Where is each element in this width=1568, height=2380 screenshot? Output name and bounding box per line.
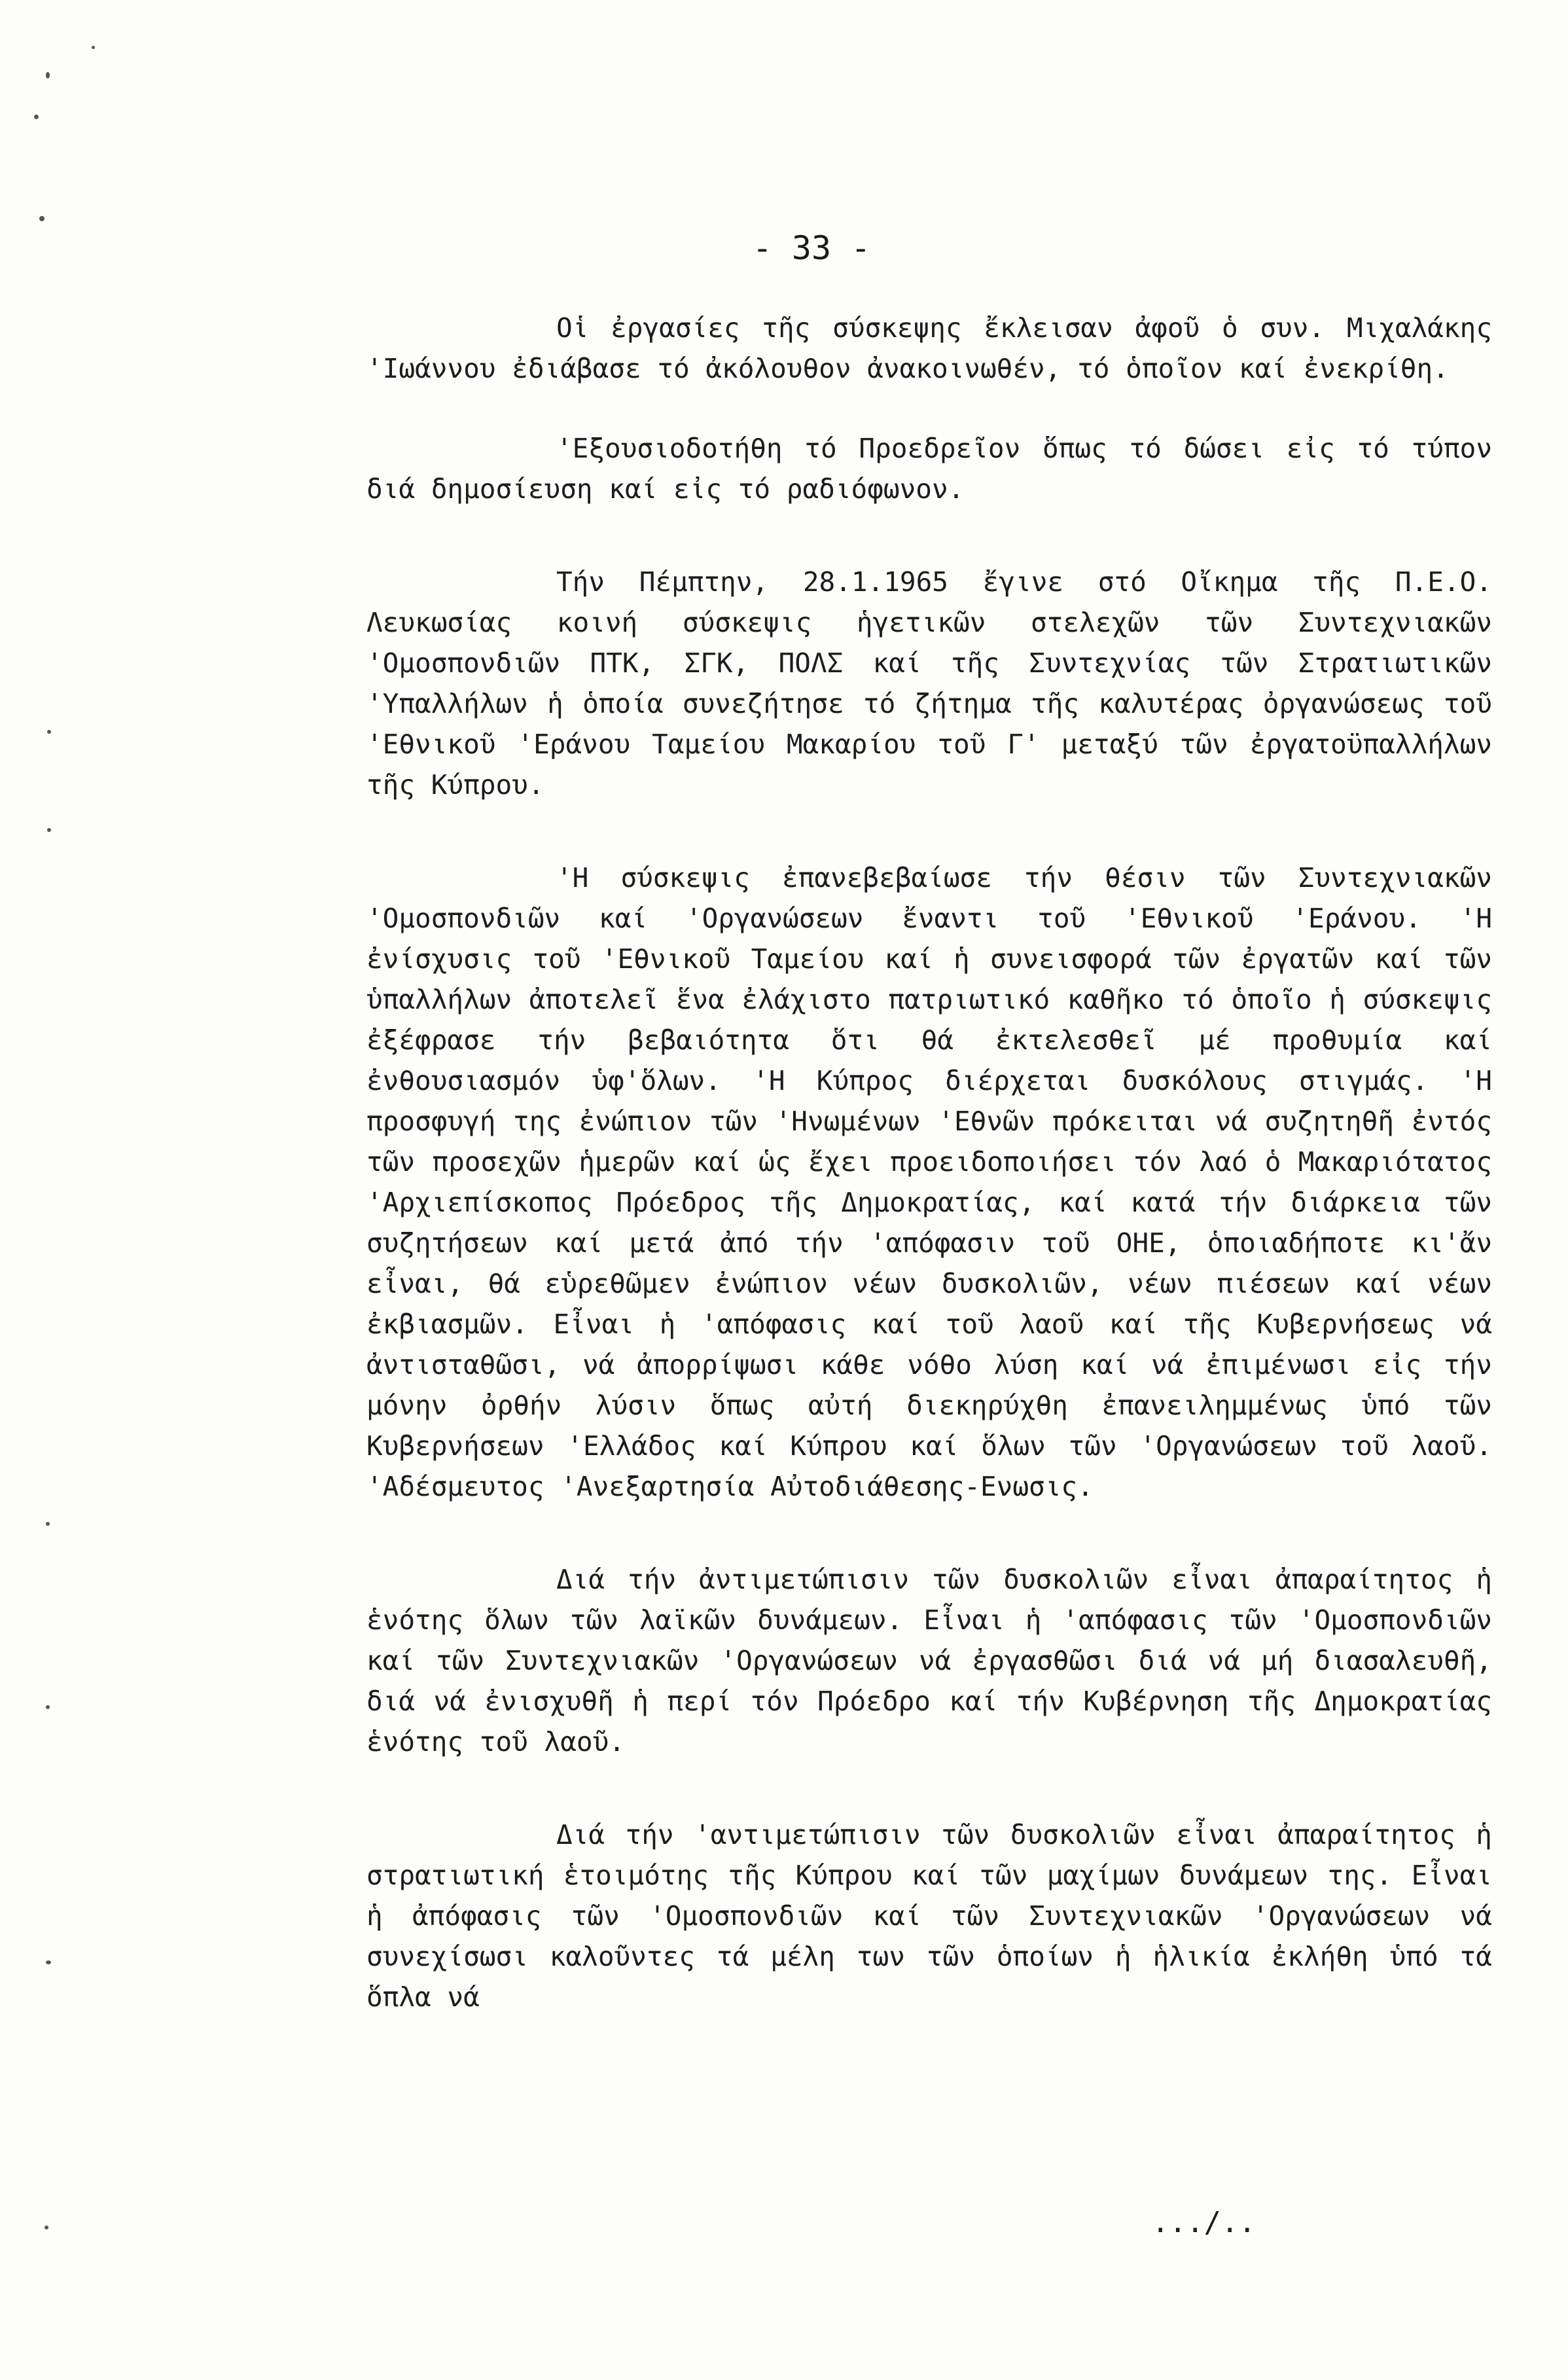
- page-number: - 33 -: [752, 229, 871, 267]
- document-body: [366, 308, 1492, 2070]
- scan-speck: [47, 828, 51, 832]
- continuation-mark: .../..: [1152, 2206, 1256, 2239]
- paragraph: Διά τήν ἀντιμετώπισιν τῶν δυσκολιῶν εἶναι ἀπαραίτητος ἡ ἑνότης ὅλων τῶν λαϊκῶν δυνάμεων. Εἶναι ἡ 'απόφασις τῶν 'Ομοσπονδιῶν καί τῶν Συντεχνιακῶν 'Οργανώσεων νά ἐργασθῶσι διά νά μή διασαλευθῆ, διά νά ἐνισχυθῆ ἡ περί τόν Πρόεδρο καί τήν Κυβέρνηση τῆς Δημοκρατίας ἑνότης τοῦ λαοῦ.: [366, 1564, 1492, 1758]
- paragraph: Διά τήν 'αντιμετώπισιν τῶν δυσκολιῶν εἶναι ἀπαραίτητος ἡ στρατιωτική ἑτοιμότης τῆς Κύπρου καί τῶν μαχίμων δυνάμεων της. Εἶναι ἡ ἀπόφασις τῶν 'Ομοσπονδιῶν καί τῶν Συντεχνιακῶν 'Οργανώσεων νά συνεχίσωσι καλοῦντες τά μέλη των τῶν ὁποίων ἡ ἡλικία ἐκλήθη ὑπό τά ὅπλα νά: [366, 1819, 1492, 2013]
- scan-speck: [47, 730, 51, 734]
- paragraph: 'Η σύσκεψις ἐπανεβεβαίωσε τήν θέσιν τῶν Συντεχνιακῶν 'Ομοσπονδιῶν καί 'Οργανώσεων ἔναντι τοῦ 'Εθνικοῦ 'Εράνου. 'Η ἐνίσχυσις τοῦ 'Εθνικοῦ Ταμείου καί ἡ συνεισφορά τῶν ἐργατῶν καί τῶν ὑπαλλήλων ἀποτελεῖ ἕνα ἐλάχιστο πατριωτικό καθῆκο τό ὁποῖο ἡ σύσκεψις ἐξέφρασε τήν βεβαιότητα ὅτι θά ἐκτελεσθεῖ μέ προθυμία καί ἐνθουσιασμόν ὑφ'ὅλων. 'Η Κύπρος διέρχεται δυσκόλους στιγμάς. 'Η προσφυγή της ἐνώπιον τῶν 'Ηνωμένων 'Εθνῶν πρόκειται νά συζητηθῆ ἐντός τῶν προσεχῶν ἡμερῶν καί ὡς ἔχει προειδοποιήσει τόν λαό ὁ Μακαριότατος 'Αρχιεπίσκοπος Πρόεδρος τῆς Δημοκρατίας, καί κατά τήν διάρκεια τῶν συζητήσεων καί μετά ἀπό τήν 'απόφασιν τοῦ ΟΗΕ, ὁποιαδήποτε κι'ἄν εἶναι, θά εὑρεθῶμεν ἐνώπιον νέων δυσκολιῶν, νέων πιέσεων καί νέων ἐκβιασμῶν. Εἶναι ἡ 'απόφασις καί τοῦ λαοῦ καί τῆς Κυβερνήσεως νά ἀντισταθῶσι, νά ἀπορρίψωσι κάθε νόθο λύση καί νά ἐπιμένωσι εἰς τήν μόνην ὀρθήν λύσιν ὅπως αὐτή διεκηρύχθη ἐπανειλημμένως ὑπό τῶν Κυβερνήσεων 'Ελλάδος καί Κύπρου καί ὅλων τῶν 'Οργανώσεων τοῦ λαοῦ. 'Αδέσμευτος 'Ανεξαρτησία Αὐτοδιάθεσης-Ενωσις.: [366, 862, 1492, 1502]
- scan-speck: [45, 2226, 48, 2229]
- scan-speck: [46, 1705, 50, 1709]
- scan-speck: [46, 72, 50, 79]
- scan-speck: [46, 1522, 50, 1526]
- scan-speck: [46, 1960, 51, 1964]
- scan-speck: [92, 46, 95, 49]
- paragraph: 'Εξουσιοδοτήθη τό Προεδρεῖον ὅπως τό δώσει εἰς τό τύπον διά δημοσίευση καί εἰς τό ραδιόφωνον.: [366, 433, 1492, 505]
- scan-speck: [34, 115, 39, 119]
- paragraph: Οἱ ἐργασίες τῆς σύσκεψης ἔκλεισαν ἀφοῦ ὁ συν. Μιχαλάκης 'Ιωάννου ἐδιάβασε τό ἀκόλουθον ἀνακοινωθέν, τό ὁποῖον καί ἐνεκρίθη.: [366, 312, 1492, 384]
- paragraph: Τήν Πέμπτην, 28.1.1965 ἔγινε στό Οἴκημα τῆς Π.Ε.Ο. Λευκωσίας κοινή σύσκεψις ἡγετικῶν στελεχῶν τῶν Συντεχνιακῶν 'Ομοσπονδιῶν ΠΤΚ, ΣΓΚ, ΠΟΛΣ καί τῆς Συντεχνίας τῶν Στρατιωτικῶν 'Υπαλλήλων ἡ ὁποία συνεζήτησε τό ζήτημα τῆς καλυτέρας ὀργανώσεως τοῦ 'Εθνικοῦ 'Εράνου Ταμείου Μακαρίου τοῦ Γ' μεταξύ τῶν ἐργατοϋπαλλήλων τῆς Κύπρου.: [366, 566, 1492, 801]
- scan-speck: [39, 216, 45, 221]
